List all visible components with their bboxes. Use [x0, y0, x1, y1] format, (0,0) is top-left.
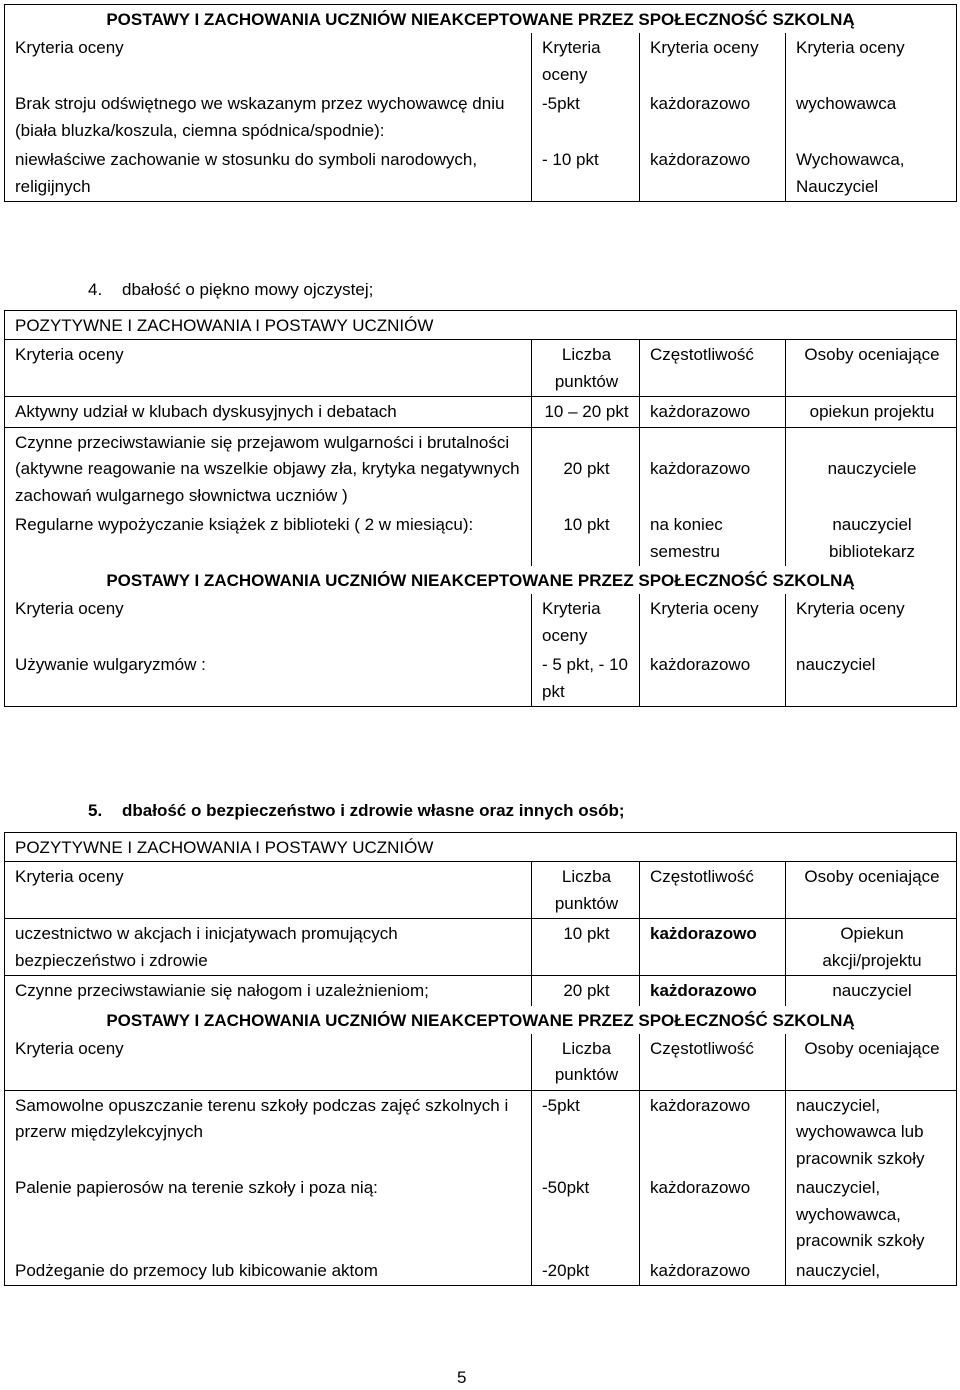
row-points: 10 – 20 pkt — [532, 397, 640, 427]
header-criteria: Kryteria oceny — [5, 33, 532, 89]
row-points: -5pkt — [532, 1091, 640, 1174]
section-title: dbałość o piękno mowy ojczystej; — [122, 280, 374, 299]
header-col2: Kryteria oceny — [532, 33, 640, 89]
header-col3: Kryteria oceny — [640, 33, 786, 89]
table-row — [5, 1173, 956, 1256]
header-assessors: Osoby oceniające — [804, 345, 940, 364]
header-criteria: Kryteria oceny — [5, 340, 532, 396]
row-assessor: Wychowawca, Nauczyciel — [796, 150, 905, 196]
table-header-row — [5, 1034, 956, 1090]
header-points: Liczba punktów — [532, 1034, 640, 1090]
header-col2: Kryteria oceny — [532, 594, 640, 650]
row-points: 20 pkt — [532, 428, 640, 511]
header-criteria: Kryteria oceny — [5, 594, 532, 650]
table-row — [5, 510, 956, 566]
section-number: 5. — [88, 801, 103, 820]
table-header-row — [5, 339, 956, 396]
positive-label: POZYTYWNE I ZACHOWANIA I POSTAWY UCZNIÓW — [15, 316, 434, 335]
table-banner: POSTAWY I ZACHOWANIA UCZNIÓW NIEAKCEPTOWANE PRZEZ SPOŁECZNOŚĆ SZKOLNĄ — [106, 10, 855, 29]
header-frequency: Częstotliwość — [640, 862, 786, 918]
row-assessor: nauczyciel, wychowawca, pracownik szkoły — [796, 1178, 925, 1250]
row-criterion: Czynne przeciwstawianie się nałogom i uzależnieniom; — [5, 976, 532, 1006]
table-row — [5, 1256, 956, 1286]
table-row — [5, 975, 956, 1006]
row-points: -20pkt — [532, 1256, 640, 1286]
table-header-row — [5, 861, 956, 918]
header-assessors: Osoby oceniające — [804, 1038, 940, 1058]
row-assessor: nauczyciel bibliotekarz — [829, 515, 915, 561]
row-criterion: uczestnictwo w akcjach i inicjatywach promujących bezpieczeństwo i zdrowie — [5, 919, 532, 975]
row-assessor: opiekun projektu — [809, 402, 935, 421]
row-assessor: nauczyciel, — [796, 1260, 881, 1280]
section-5-heading — [88, 798, 625, 824]
row-assessor: nauczyciel, wychowawca lub pracownik szkoły — [796, 1095, 925, 1168]
row-frequency: każdorazowo — [640, 976, 786, 1006]
header-col3: Kryteria oceny — [640, 594, 786, 650]
row-frequency: każdorazowo — [640, 1256, 786, 1286]
header-assessors: Osoby oceniające — [804, 867, 940, 886]
table-section-5 — [4, 832, 957, 1286]
row-points: 20 pkt — [532, 976, 640, 1006]
row-frequency: każdorazowo — [640, 1173, 786, 1256]
row-frequency: każdorazowo — [640, 89, 786, 145]
table-row — [5, 396, 956, 427]
row-assessor: Opiekun akcji/projektu — [822, 924, 922, 970]
header-criteria: Kryteria oceny — [5, 862, 532, 918]
row-criterion: Brak stroju odświętnego we wskazanym przez wychowawcę dniu (biała bluzka/koszula, ciemna spódnica/spodnie): — [5, 89, 532, 145]
page-number: 5 — [457, 1368, 467, 1387]
row-criterion: Regularne wypożyczanie książek z biblioteki ( 2 w miesiącu): — [5, 510, 532, 566]
negative-label: POSTAWY I ZACHOWANIA UCZNIÓW NIEAKCEPTOWANE PRZEZ SPOŁECZNOŚĆ SZKOLNĄ — [106, 571, 855, 590]
table-section-4 — [4, 310, 957, 707]
row-criterion: Palenie papierosów na terenie szkoły i poza nią: — [5, 1173, 532, 1256]
row-points: -50pkt — [532, 1173, 640, 1256]
positive-label: POZYTYWNE I ZACHOWANIA I POSTAWY UCZNIÓW — [15, 838, 434, 857]
table-row — [5, 145, 956, 201]
row-frequency: każdorazowo — [640, 428, 786, 511]
row-assessor: nauczyciel — [796, 655, 876, 674]
header-frequency: Częstotliwość — [640, 1034, 786, 1090]
row-points: 10 pkt — [532, 919, 640, 975]
row-points: - 10 pkt — [532, 145, 640, 201]
section-title: dbałość o bezpieczeństwo i zdrowie własne oraz innych osób; — [122, 801, 625, 820]
header-frequency: Częstotliwość — [640, 340, 786, 396]
row-assessor: wychowawca — [796, 94, 897, 113]
table-row — [5, 89, 956, 145]
row-criterion: Podżeganie do przemocy lub kibicowanie aktom — [5, 1256, 532, 1286]
table-row — [5, 1090, 956, 1174]
row-assessor: nauczyciele — [827, 458, 917, 478]
row-criterion: Używanie wulgaryzmów : — [5, 650, 532, 706]
table-header-row — [5, 594, 956, 650]
row-frequency: każdorazowo — [640, 1091, 786, 1174]
header-points: Liczba punktów — [532, 340, 640, 396]
table-nonacceptable-behaviors-1 — [4, 4, 957, 202]
negative-label: POSTAWY I ZACHOWANIA UCZNIÓW NIEAKCEPTOWANE PRZEZ SPOŁECZNOŚĆ SZKOLNĄ — [106, 1010, 855, 1030]
row-frequency: każdorazowo — [640, 919, 786, 975]
row-criterion: niewłaściwe zachowanie w stosunku do symboli narodowych, religijnych — [5, 145, 532, 201]
row-criterion: Czynne przeciwstawianie się przejawom wulgarności i brutalności (aktywne reagowanie na wszelkie objawy zła, krytyka negatywnych zachowań wulgarnego słownictwa uczniów ) — [5, 428, 532, 511]
section-number: 4. — [88, 280, 103, 299]
table-header-row — [5, 33, 956, 89]
row-criterion: Samowolne opuszczanie terenu szkoły podczas zajęć szkolnych i przerw międzylekcyjnych — [5, 1091, 532, 1174]
row-points: -5pkt — [532, 89, 640, 145]
header-points: Liczba punktów — [532, 862, 640, 918]
table-row — [5, 650, 956, 706]
section-4-heading — [88, 277, 373, 303]
row-points: 10 pkt — [532, 510, 640, 566]
row-criterion: Aktywny udział w klubach dyskusyjnych i debatach — [5, 397, 532, 427]
row-frequency: każdorazowo — [640, 145, 786, 201]
row-points: - 5 pkt, - 10 pkt — [532, 650, 640, 706]
row-frequency: na koniec semestru — [640, 510, 786, 566]
table-row — [5, 427, 956, 511]
header-col4: Kryteria oceny — [796, 38, 905, 57]
header-col4: Kryteria oceny — [796, 599, 905, 618]
header-criteria: Kryteria oceny — [5, 1034, 532, 1090]
row-frequency: każdorazowo — [640, 650, 786, 706]
row-frequency: każdorazowo — [640, 397, 786, 427]
row-assessor: nauczyciel — [832, 981, 912, 1000]
table-row — [5, 918, 956, 975]
